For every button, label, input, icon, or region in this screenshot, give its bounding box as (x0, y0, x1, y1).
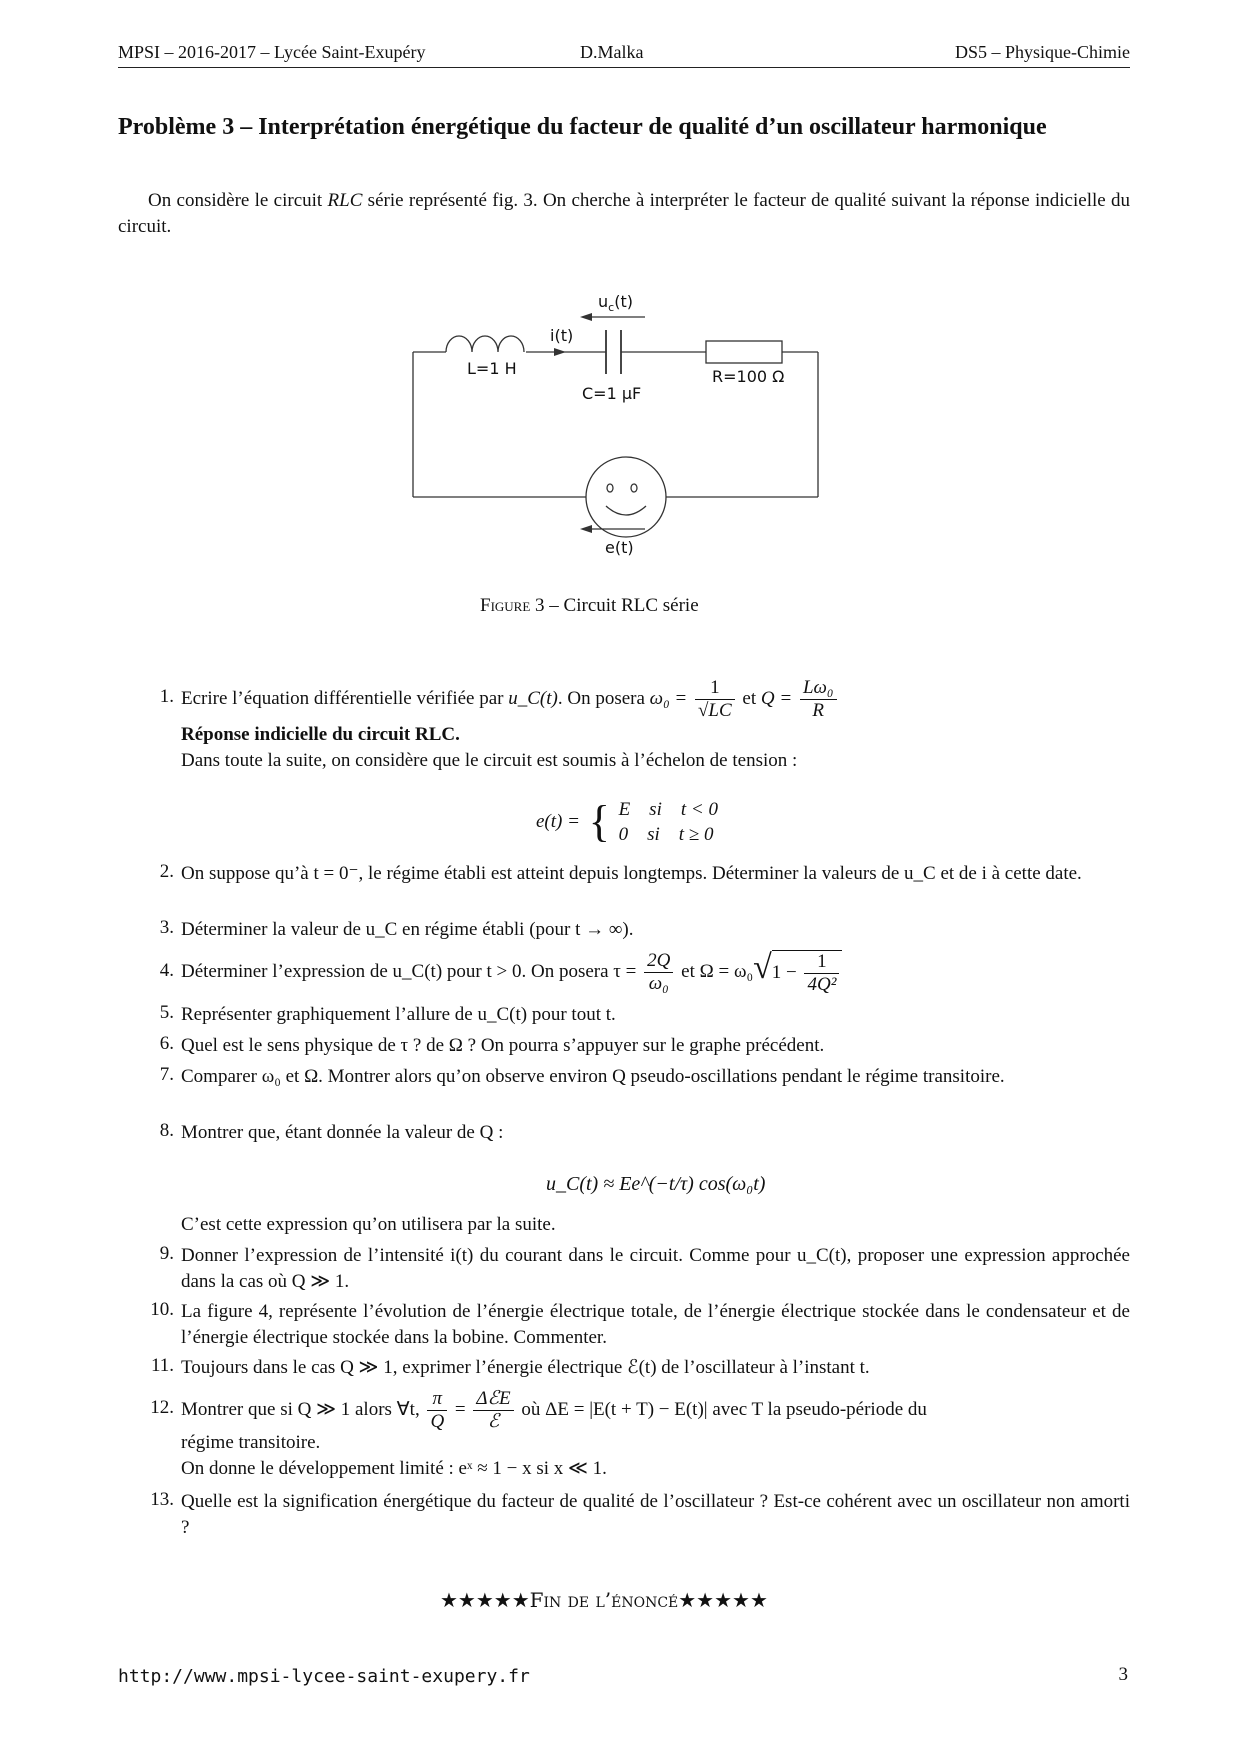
footer-url[interactable]: http://www.mpsi-lycee-saint-exupery.fr (118, 1666, 530, 1687)
q1-text: Ecrire l’équation différentielle vérifiée par u_C(t). On posera ω₀ = $\frac{1}{√LC}$ et Q = $\frac{\text{Lω₀}}{R}$ (181, 672, 1130, 726)
q8-formula: u_C(t) ≈ Ee^(−t/τ) cos(ω₀t) (546, 1173, 766, 1195)
q1-number: 1. (159, 686, 174, 707)
current-arrow-head (554, 348, 566, 356)
section-heading: Réponse indicielle du circuit RLC. (181, 724, 460, 745)
q13-text: Quelle est la signification énergétique du facteur de qualité de l’oscillateur ? Est-ce cohérent avec un oscillateur non amorti ? (181, 1491, 1130, 1538)
step-function: e(t) = { E si t < 0 0 si t ≥ 0 (536, 797, 718, 846)
header-center: D.Malka (580, 42, 644, 62)
intro-b: série représenté fig. 3. On cherche à interpréter le facteur de qualité suivant la réponse indicielle du circuit. (118, 190, 1130, 237)
end-of-statement: ★★★★★Fin de l’énoncé★★★★★ (440, 1588, 768, 1612)
q8-number: 8. (159, 1120, 174, 1141)
q3-number: 3. (159, 917, 174, 938)
header-left: MPSI – 2016-2017 – Lycée Saint-Exupéry (118, 42, 426, 62)
q8-text: Montrer que, étant donnée la valeur de Q : (181, 1122, 504, 1143)
inductor-coil (446, 336, 524, 352)
q7-text: Comparer ω₀ et Ω. Montrer alors qu’on observe environ Q pseudo-oscillations pendant le régime transitoire. (181, 1066, 1005, 1087)
q4-number: 4. (159, 960, 174, 981)
voltage-source-circle (586, 457, 666, 537)
q9-number: 9. (159, 1243, 174, 1264)
q10-number: 10. (150, 1299, 174, 1320)
q12-number: 12. (150, 1397, 174, 1418)
q13-number: 13. (150, 1489, 174, 1510)
brace: { (588, 797, 610, 846)
uc-label: $u_c(t)$ (598, 292, 633, 314)
current-label: i(t) (550, 326, 574, 345)
page-number: 3 (1118, 1664, 1128, 1685)
q9-text: Donner l’expression de l’intensité i(t) du courant dans le circuit. Comme pour u_C(t), proposer une expression approchée dans la cas où Q ≫ 1. (181, 1245, 1130, 1292)
capacitor-label: C=1 µF (582, 384, 642, 403)
q12-cont: régime transitoire. (181, 1432, 321, 1453)
header-right: DS5 – Physique-Chimie (954, 42, 1130, 62)
q3-text: Déterminer la valeur de u_C en régime établi (pour t → ∞). (181, 919, 634, 940)
circuit-diagram (0, 0, 1240, 600)
q6-number: 6. (159, 1033, 174, 1054)
q2-text: On suppose qu’à t = 0⁻, le régime établi est atteint depuis longtemps. Déterminer la valeurs de u_C et de i à cette date. (181, 863, 1082, 884)
q5-text: Représenter graphiquement l’allure de u_C(t) pour tout t. (181, 1004, 616, 1025)
q11-text: Toujours dans le cas Q ≫ 1, exprimer l’énergie électrique ℰ(t) de l’oscillateur à l’instant t. (181, 1357, 870, 1378)
section-text: Dans toute la suite, on considère que le circuit est soumis à l’échelon de tension : (181, 750, 798, 771)
resistor-label: R=100 Ω (712, 367, 785, 386)
q10-text: La figure 4, représente l’évolution de l’énergie électrique totale, de l’énergie électrique stockée dans le condensateur et de l’énergie électrique stockée dans la bobine. Commenter. (181, 1301, 1130, 1348)
problem-title: Problème 3 – Interprétation énergétique du facteur de qualité d’un oscillateur harmonique (118, 114, 1047, 140)
q8-after: C’est cette expression qu’on utilisera par la suite. (181, 1214, 556, 1235)
q6-text: Quel est le sens physique de τ ? de Ω ? On pourra s’appuyer sur le graphe précédent. (181, 1035, 825, 1056)
intro-a: On considère le circuit (148, 190, 328, 211)
uc-arrow-head (580, 313, 592, 321)
q7-number: 7. (159, 1064, 174, 1085)
inductor-label: L=1 H (467, 359, 517, 378)
q2-number: 2. (159, 861, 174, 882)
q11-number: 11. (150, 1355, 174, 1376)
source-label: e(t) (605, 538, 634, 557)
intro-var: RLC (327, 190, 363, 211)
resistor-body (706, 341, 782, 363)
q12-note: On donne le développement limité : eˣ ≈ 1 − x si x ≪ 1. (181, 1458, 607, 1479)
figure-caption: Figure 3 – Circuit RLC série (480, 595, 699, 616)
e-arrow-head (580, 525, 592, 533)
q12-text: Montrer que si Q ≫ 1 alors ∀t, $\frac{\pi}{Q}$ = $\frac{\text{ΔℰE}}{\text{ℰ}}$ où ΔE = |E(t + T) − E(t)| avec T la pseudo-période du (181, 1388, 927, 1433)
q4-text: Déterminer l’expression de u_C(t) pour t > 0. On posera τ = $\frac{2Q}{\text{ω₀}}$ et Ω = ω₀√1 − $\frac{1}{\text{4Q²}}$ (181, 944, 1130, 1000)
q5-number: 5. (159, 1002, 174, 1023)
